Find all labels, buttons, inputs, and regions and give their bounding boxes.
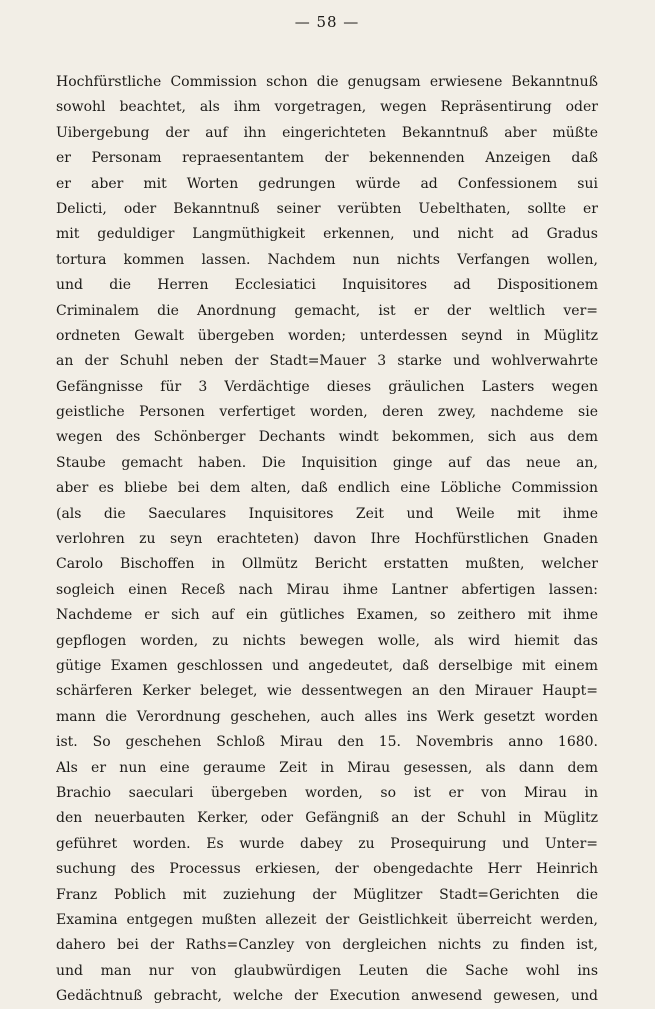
text-line: Examina entgegen mußten allezeit der Geistlichkeit überreicht werden, [56, 911, 598, 928]
text-line: den neuerbauten Kerker, oder Gefängniß an der Schuhl in Müglitz [56, 810, 598, 827]
text-line: Delicti, oder Bekanntnuß seiner verübten Uebelthaten, sollte er [56, 200, 598, 217]
text-line: verlohren zu seyn erachteten) davon Ihre Hochfürstlichen Gnaden [56, 531, 598, 548]
text-line: Gefängnisse für 3 Verdächtige dieses gräulichen Lasters wegen [56, 378, 598, 395]
text-line: Uibergebung der auf ihn eingerichteten Bekanntnuß aber müßte [56, 124, 598, 141]
text-line: Nachdeme er sich auf ein gütliches Examen, so zeithero mit ihme [56, 607, 598, 624]
text-line: Hochfürstliche Commission schon die genugsam erwiesene Bekanntnuß [56, 74, 598, 90]
text-line: gütige Examen geschlossen und angedeutet, daß derselbige mit einem [56, 657, 598, 674]
text-line: Criminalem die Anordnung gemacht, ist er der weltlich ver= [56, 302, 598, 319]
text-line: und die Herren Ecclesiatici Inquisitores ad Dispositionem [56, 277, 598, 294]
text-line: an der Schuhl neben der Stadt=Mauer 3 starke und wohlverwahrte [56, 353, 598, 370]
text-line: er Personam repraesentantem der bekennenden Anzeigen daß [56, 150, 598, 167]
text-line: dahero bei der Raths=Canzley von dergleichen nichts zu finden ist, [56, 937, 598, 954]
text-line: Staube gemacht haben. Die Inquisition ginge auf das neue an, [56, 454, 598, 471]
text-line: schärferen Kerker beleget, wie dessentwegen an den Mirauer Haupt= [56, 683, 598, 700]
text-line: Franz Poblich mit zuziehung der Müglitzer Stadt=Gerichten die [56, 886, 598, 903]
text-line: Gedächtnuß gebracht, welche der Execution anwesend gewesen, und [56, 988, 598, 1005]
text-line: aber es bliebe bei dem alten, daß endlich eine Löbliche Commission [56, 480, 598, 497]
text-line: tortura kommen lassen. Nachdem nun nichts Verfangen wollen, [56, 251, 598, 268]
text-line: sowohl beachtet, als ihm vorgetragen, wegen Repräsentirung oder [56, 99, 598, 116]
body-text [56, 70, 598, 1009]
text-line: mann die Verordnung geschehen, auch alles ins Werk gesetzt worden [56, 708, 598, 725]
text-line: ist. So geschehen Schloß Mirau den 15. Novembris anno 1680. [56, 734, 598, 751]
text-line: geistliche Personen verfertiget worden, deren zwey, nachdeme sie [56, 404, 598, 421]
text-line: er aber mit Worten gedrungen würde ad Confessionem sui [56, 175, 598, 192]
page-number: — 58 — [294, 13, 360, 31]
text-line: und man nur von glaubwürdigen Leuten die Sache wohl ins [56, 962, 598, 979]
text-line: (als die Saeculares Inquisitores Zeit und Weile mit ihme [56, 505, 598, 522]
text-line: sogleich einen Receß nach Mirau ihme Lantner abfertigen lassen: [56, 581, 598, 598]
text-line: gepflogen worden, zu nichts bewegen wolle, als wird hiemit das [56, 632, 598, 649]
text-line: wegen des Schönberger Dechants windt bekommen, sich aus dem [56, 429, 598, 446]
text-line: Als er nun eine geraume Zeit in Mirau gesessen, als dann dem [56, 759, 598, 776]
text-line: ordneten Gewalt übergeben worden; unterdessen seynd in Müglitz [56, 327, 598, 344]
text-line: suchung des Processus erkiesen, der obengedachte Herr Heinrich [56, 861, 598, 878]
text-line: Brachio saeculari übergeben worden, so ist er von Mirau in [56, 784, 598, 801]
text-line: geführet worden. Es wurde dabey zu Prosequirung und Unter= [56, 835, 598, 852]
text-line: Carolo Bischoffen in Ollmütz Bericht erstatten mußten, welcher [56, 556, 598, 573]
text-line: mit geduldiger Langmüthigkeit erkennen, und nicht ad Gradus [56, 226, 598, 243]
